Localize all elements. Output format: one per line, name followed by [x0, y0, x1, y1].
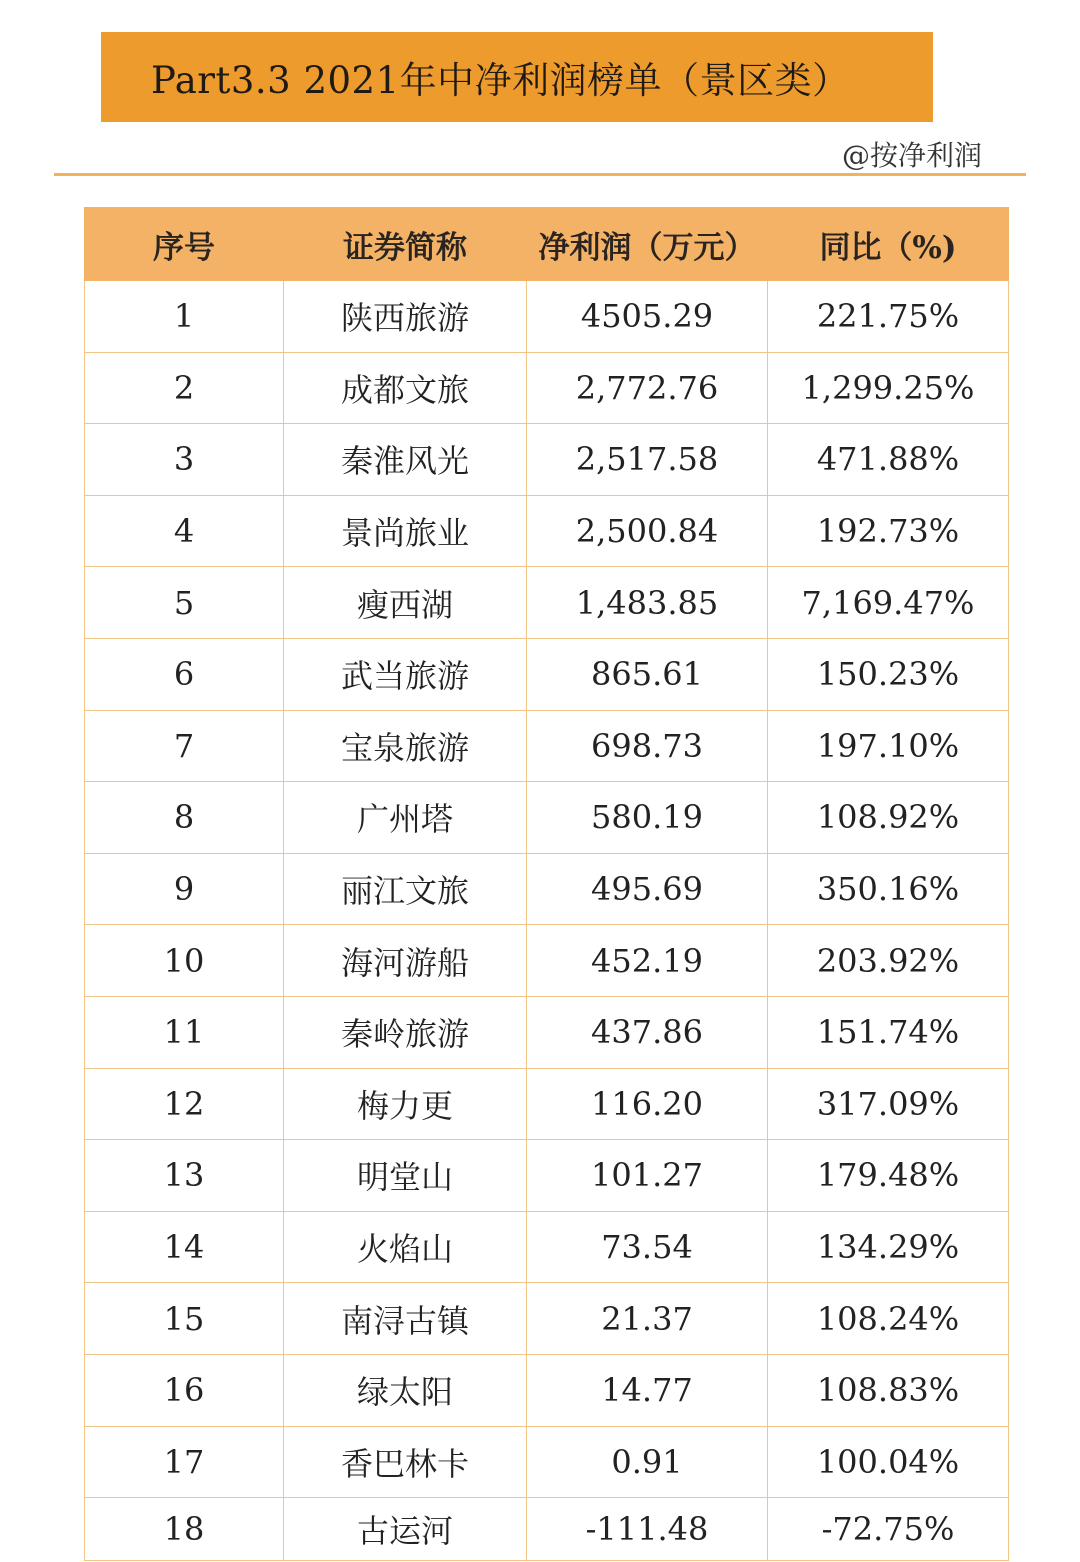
column-header-net-profit: 净利润（万元） — [527, 208, 768, 281]
name-cell: 梅力更 — [284, 1068, 527, 1140]
net-profit-cell: 437.86 — [527, 996, 768, 1068]
rank-cell: 11 — [85, 996, 284, 1068]
net-profit-cell: 1,483.85 — [527, 567, 768, 639]
page-title: Part3.3 2021年中净利润榜单（景区类） — [151, 59, 850, 102]
table-body — [85, 281, 1009, 1561]
yoy-cell: 471.88% — [768, 424, 1009, 496]
name-cell: 南浔古镇 — [284, 1283, 527, 1355]
title-banner — [101, 32, 933, 122]
rank-cell: 10 — [85, 925, 284, 997]
net-profit-cell: 2,772.76 — [527, 352, 768, 424]
yoy-cell: 108.83% — [768, 1354, 1009, 1426]
table-row — [85, 567, 1009, 639]
yoy-cell: 7,169.47% — [768, 567, 1009, 639]
column-header-rank: 序号 — [85, 208, 284, 281]
yoy-cell: 100.04% — [768, 1426, 1009, 1498]
rank-cell: 4 — [85, 495, 284, 567]
yoy-cell: 1,299.25% — [768, 352, 1009, 424]
yoy-cell: 350.16% — [768, 853, 1009, 925]
table-row — [85, 495, 1009, 567]
name-cell: 秦淮风光 — [284, 424, 527, 496]
table-row — [85, 996, 1009, 1068]
rank-cell: 9 — [85, 853, 284, 925]
rank-cell: 12 — [85, 1068, 284, 1140]
net-profit-cell: 2,517.58 — [527, 424, 768, 496]
rank-cell: 1 — [85, 281, 284, 353]
table-row — [85, 710, 1009, 782]
name-cell: 宝泉旅游 — [284, 710, 527, 782]
yoy-cell: 150.23% — [768, 638, 1009, 710]
ranking-table-container — [84, 207, 1008, 1561]
rank-cell: 13 — [85, 1140, 284, 1212]
name-cell: 广州塔 — [284, 782, 527, 854]
table-row — [85, 1498, 1009, 1561]
table-row — [85, 1426, 1009, 1498]
net-profit-cell: 698.73 — [527, 710, 768, 782]
net-profit-cell: 14.77 — [527, 1354, 768, 1426]
yoy-cell: 179.48% — [768, 1140, 1009, 1212]
rank-cell: 15 — [85, 1283, 284, 1355]
rank-cell: 5 — [85, 567, 284, 639]
table-row — [85, 638, 1009, 710]
name-cell: 明堂山 — [284, 1140, 527, 1212]
name-cell: 陕西旅游 — [284, 281, 527, 353]
net-profit-cell: 21.37 — [527, 1283, 768, 1355]
rank-cell: 16 — [85, 1354, 284, 1426]
ranking-table — [84, 207, 1009, 1561]
table-row — [85, 1211, 1009, 1283]
net-profit-cell: 0.91 — [527, 1426, 768, 1498]
name-cell: 古运河 — [284, 1498, 527, 1561]
table-row — [85, 424, 1009, 496]
rank-cell: 8 — [85, 782, 284, 854]
net-profit-cell: -111.48 — [527, 1498, 768, 1561]
table-row — [85, 853, 1009, 925]
rank-cell: 3 — [85, 424, 284, 496]
name-cell: 火焰山 — [284, 1211, 527, 1283]
table-row — [85, 1140, 1009, 1212]
rank-cell: 17 — [85, 1426, 284, 1498]
net-profit-cell: 452.19 — [527, 925, 768, 997]
rank-cell: 18 — [85, 1498, 284, 1561]
net-profit-cell: 865.61 — [527, 638, 768, 710]
net-profit-cell: 2,500.84 — [527, 495, 768, 567]
name-cell: 瘦西湖 — [284, 567, 527, 639]
net-profit-cell: 73.54 — [527, 1211, 768, 1283]
table-row — [85, 281, 1009, 353]
column-header-yoy: 同比（%) — [768, 208, 1009, 281]
rank-cell: 2 — [85, 352, 284, 424]
rank-cell: 6 — [85, 638, 284, 710]
net-profit-cell: 495.69 — [527, 853, 768, 925]
table-row — [85, 925, 1009, 997]
yoy-cell: 108.24% — [768, 1283, 1009, 1355]
yoy-cell: 151.74% — [768, 996, 1009, 1068]
table-row — [85, 1283, 1009, 1355]
name-cell: 绿太阳 — [284, 1354, 527, 1426]
divider — [54, 173, 1026, 176]
rank-cell: 7 — [85, 710, 284, 782]
net-profit-cell: 4505.29 — [527, 281, 768, 353]
table-row — [85, 1354, 1009, 1426]
name-cell: 武当旅游 — [284, 638, 527, 710]
name-cell: 香巴林卡 — [284, 1426, 527, 1498]
sort-note: @按净利润 — [841, 139, 982, 172]
yoy-cell: 192.73% — [768, 495, 1009, 567]
table-row — [85, 352, 1009, 424]
yoy-cell: 134.29% — [768, 1211, 1009, 1283]
yoy-cell: -72.75% — [768, 1498, 1009, 1561]
table-header-row — [85, 208, 1009, 281]
rank-cell: 14 — [85, 1211, 284, 1283]
yoy-cell: 203.92% — [768, 925, 1009, 997]
name-cell: 海河游船 — [284, 925, 527, 997]
name-cell: 丽江文旅 — [284, 853, 527, 925]
net-profit-cell: 116.20 — [527, 1068, 768, 1140]
column-header-name: 证券简称 — [284, 208, 527, 281]
name-cell: 景尚旅业 — [284, 495, 527, 567]
yoy-cell: 197.10% — [768, 710, 1009, 782]
table-row — [85, 1068, 1009, 1140]
name-cell: 秦岭旅游 — [284, 996, 527, 1068]
yoy-cell: 221.75% — [768, 281, 1009, 353]
net-profit-cell: 580.19 — [527, 782, 768, 854]
net-profit-cell: 101.27 — [527, 1140, 768, 1212]
yoy-cell: 108.92% — [768, 782, 1009, 854]
yoy-cell: 317.09% — [768, 1068, 1009, 1140]
name-cell: 成都文旅 — [284, 352, 527, 424]
table-row — [85, 782, 1009, 854]
